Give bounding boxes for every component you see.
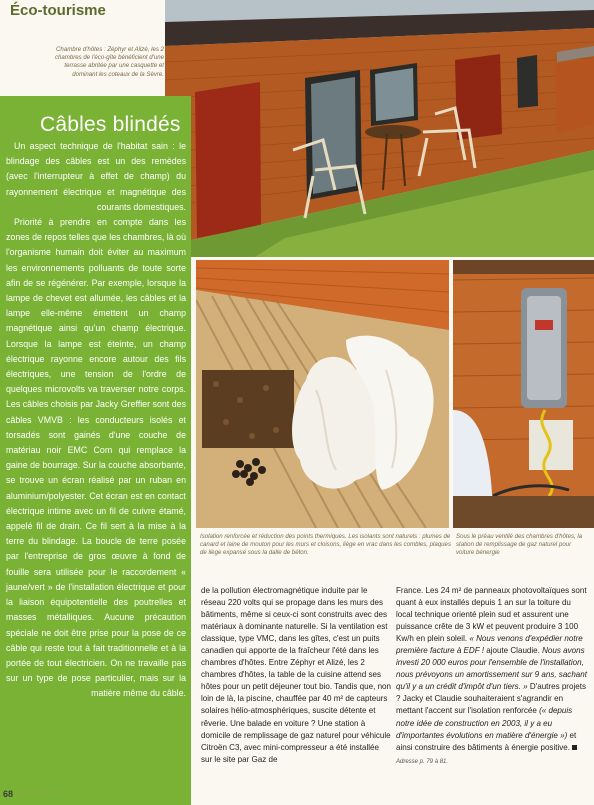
sidebar-paragraph: Un aspect technique de l'habitat sain : le blindage des câbles est un des remèdes (avec l'interrupteur à effet de champ) du rayonnement électrique et magnétique des courants domestiques. bbox=[6, 141, 186, 212]
quote-text: « Nous venons d'expédier notre première facture à EDF ! bbox=[396, 634, 583, 656]
article-text: D'autres projets ? Jacky et Claudie souhaiteraient s'agrandir en mettant l'accent sur l'isolation renforcée bbox=[396, 682, 586, 716]
magazine-logo: HabitatNaturel bbox=[14, 789, 59, 796]
chalet-illustration bbox=[165, 0, 594, 257]
chalet-photo bbox=[165, 0, 594, 257]
insulation-caption: Isolation renforcée et réduction des points thermiques. Les isolants sont naturels : plumes de canard et laine de mouton pour les murs et cloisons, liège en vrac dans les combles, plaques de liège expansé sous la dalle de béton. bbox=[200, 533, 451, 557]
article-column-2 bbox=[396, 585, 588, 768]
insulation-illustration bbox=[196, 260, 449, 528]
article-text: France. Les 24 m² de panneaux photovoltaïques sont quant à eux installés depuis 1 an sur la toiture du local technique orienté plein sud et assurent une puissance crête de 3 kW et peuvent produire 3 100 Kw/h en plein soleil. bbox=[396, 586, 587, 644]
end-mark bbox=[572, 745, 577, 750]
chalet-caption: Chambre d'hôtes : Zéphyr et Alizé, les 2 chambres de l'éco-gîte bénéficient d'une terrasse abritée par une casquette et dominant les coteaux de la Sèvre. bbox=[54, 46, 164, 78]
sidebar-body bbox=[6, 139, 186, 702]
address-note: Adresse p. 79 à 81. bbox=[396, 758, 449, 765]
quote-text: Nous avons investi 20 000 euros pour l'ensemble de l'installation, nous prévoyons un amortissement sur 9 ans, sachant qu'il y a un crédit d'impôt d'un tiers. » bbox=[396, 646, 587, 692]
article-paragraph: de la pollution électromagnétique induite par le réseau 220 volts qui se propage dans les murs des bâtiments, même si ceux-ci sont construits avec des matériaux à dominante naturelle. Si la ventilation est classique, type VMC, dans les gîtes, c'est un puits canadien qui apporte de la fraîcheur l'été dans les chambres d'hôtes. Entre Zéphyr et Alizé, les 2 chambres d'hôtes, la table de la cuisine attend ses hôtes pour un petit déjeuner tout bio. Tandis que, non loin de là, la piscine, chauffée par 40 m² de capteurs solaires hélio-atmosphériques, suscite détente et rêverie. Une balade en voiture ? Une station à domicile de remplissage de gaz naturel pour véhicule Citroën C3, avec mini-compresseur a été installée sur le site par Gaz de bbox=[201, 586, 391, 764]
insulation-photo bbox=[196, 260, 449, 528]
article-text: ajoute Claudie. bbox=[486, 646, 543, 656]
station-illustration bbox=[453, 260, 594, 528]
article-paragraph bbox=[396, 585, 588, 754]
station-caption: Sous le préau ventilé des chambres d'hôtes, la station de remplissage de gaz naturel pour voiture bénergie bbox=[456, 533, 583, 557]
station-photo bbox=[453, 260, 594, 528]
article-column-1 bbox=[201, 585, 391, 766]
section-tag: Éco-tourisme bbox=[10, 2, 106, 19]
sidebar-title: Câbles blindés bbox=[40, 113, 181, 136]
article-text: et ainsi construire des bâtiments à énergie positive. bbox=[396, 730, 577, 752]
page-number: 68 bbox=[3, 789, 14, 799]
sidebar-paragraph: Priorité à prendre en compte dans les zones de repos telles que les chambres, là où l'organisme humain doit éviter au maximum les environnements polluants de toute sorte afin de se régénérer. Par exemple, lorsque la lampe de chevet est allumée, les câbles et la lampe elle-même émettent un champ magnétique ainsi qu'un champ électrique. Lorsque la lampe est éteinte, un champ électrique rayonne encore autour des fils électriques, une tension de l'ordre de quelques microvolts va traverser notre corps. Les câbles choisis par Jacky Greffier sont des câbles VMVB : les conducteurs isolés et torsadés sont gainés d'une couche de matériau noir EMC Com qui remplace la gaine de bourrage. Sur la couche absorbante, se trouve un écran réalisé par un ruban en aluminium/polyester. Cet écran est en contact électrique intime avec un fil de cuivre étamé, appelé fil de drain. Ce fil sert à la mise à la terre du blindage. La boucle de terre posée par l'entreprise de gros œuvre à fond de fouille sera utilisée pour le raccordement « jaune/vert » de l'installation électrique et pour la liaison équipotentielle des poutrelles et masses métalliques. Aucune précaution spéciale ne doit être prise pour la pose de ce câble qui reste tout à fait traditionnelle et à la portée de tout électricien. On ne travaille pas sur un type de pose particulier, mais sur la matière même du câble. bbox=[6, 217, 186, 699]
quote-text: (« depuis notre idée de construction en 2003, il y a eu d'importantes évolutions en matière d'énergie ») bbox=[396, 706, 573, 740]
